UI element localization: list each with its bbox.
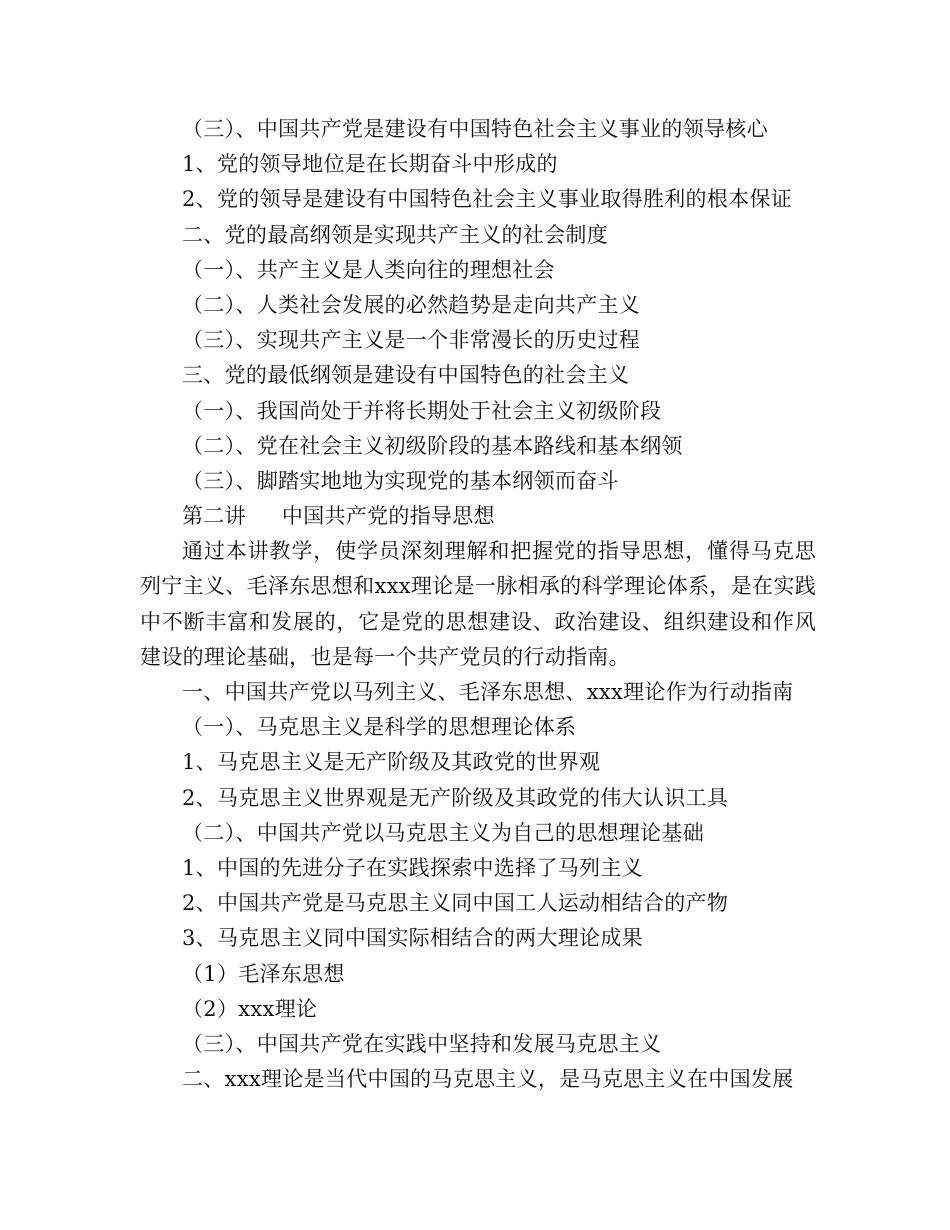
subsection-heading: （二）、党在社会主义初级阶段的基本路线和基本纲领 [182,433,683,458]
section-heading: （三）、中国共产党是建设有中国特色社会主义事业的领导核心 [182,117,768,141]
intro-paragraph: 通过本讲教学，使学员深刻理解和把握党的指导思想，懂得马克思列宁主义、毛泽东思想和xxx理论是一脉相承的科学理论体系，是在实践中不断丰富和发展的，它是党的思想建设、政治建设、组织建设和作风建设的理论基础，也是每一个共产党员的行动指南。 [140,539,816,669]
subsection-heading: （三）、实现共产主义是一个非常漫长的历史过程 [182,328,641,353]
list-item: 3、马克思主义同中国实际相结合的两大理论成果 [182,926,643,951]
list-item: 2、党的领导是建设有中国特色社会主义事业取得胜利的根本保证 [182,187,793,212]
list-item: （1）毛泽东思想 [182,961,345,986]
subsection-heading: （二）、中国共产党以马克思主义为自己的思想理论基础 [182,820,704,845]
list-item: 1、党的领导地位是在长期奋斗中形成的 [182,152,558,177]
section-heading: 三、党的最低纲领是建设有中国特色的社会主义 [182,363,630,388]
document-body [140,112,816,1097]
list-item: 2、中国共产党是马克思主义同中国工人运动相结合的产物 [182,891,729,916]
section-heading: 二、xxx理论是当代中国的马克思主义，是马克思主义在中国发展 [182,1067,794,1092]
subsection-heading: （三）、中国共产党在实践中坚持和发展马克思主义 [182,1031,662,1056]
subsection-heading: （二）、人类社会发展的必然趋势是走向共产主义 [182,292,641,317]
list-item: 1、马克思主义是无产阶级及其政党的世界观 [182,750,601,775]
subsection-heading: （三）、脚踏实地地为实现党的基本纲领而奋斗 [182,468,619,493]
subsection-heading: （一）、我国尚处于并将长期处于社会主义初级阶段 [182,398,662,423]
list-item: （2）xxx理论 [182,996,318,1021]
list-item: 1、中国的先进分子在实践探索中选择了马列主义 [182,856,643,880]
list-item: 2、马克思主义世界观是无产阶级及其政党的伟大认识工具 [182,785,729,810]
section-heading: 二、党的最高纲领是实现共产主义的社会制度 [182,222,608,247]
subsection-heading: （一）、共产主义是人类向往的理想社会 [182,257,555,282]
lecture-heading [140,499,816,534]
lecture-title: 中国共产党的指导思想 [281,504,495,529]
section-heading: 一、中国共产党以马列主义、毛泽东思想、xxx理论作为行动指南 [182,680,794,705]
lecture-number: 第二讲 [182,504,246,529]
subsection-heading: （一）、马克思主义是科学的思想理论体系 [182,715,577,740]
